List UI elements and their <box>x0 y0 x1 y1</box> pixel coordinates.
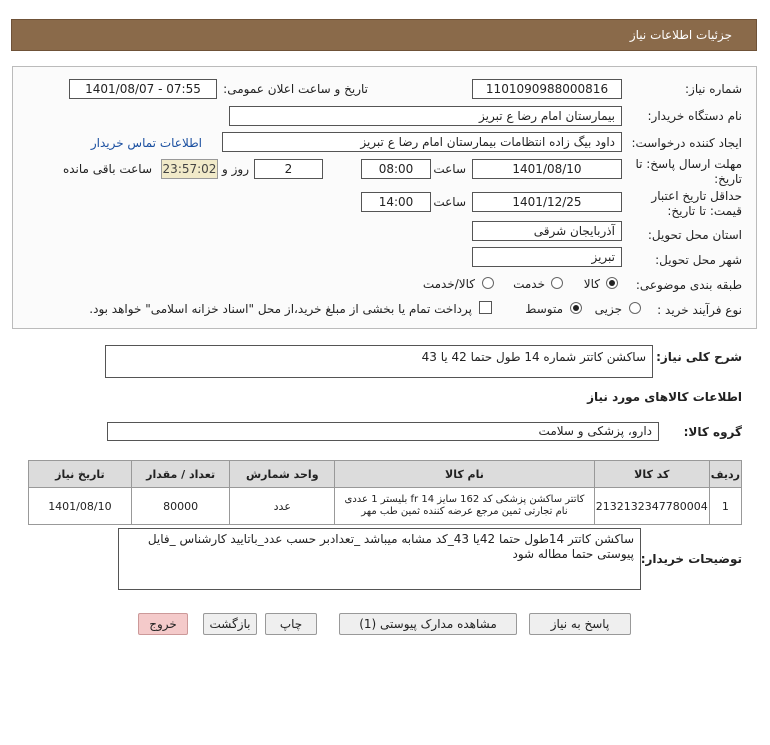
remaining-time-label: ساعت باقی مانده <box>62 162 152 176</box>
page-title: جزئیات اطلاعات نیاز <box>629 28 732 42</box>
category-label: طبقه بندی موضوعی: <box>635 278 742 292</box>
city-field: تبریز <box>472 247 622 267</box>
process-option-minor: جزیی <box>594 302 622 316</box>
process-radio-minor[interactable] <box>629 302 641 314</box>
back-button[interactable]: بازگشت <box>203 613 257 635</box>
buyer-label: نام دستگاه خریدار: <box>647 109 742 123</box>
announce-label: تاریخ و ساعت اعلان عمومی: <box>223 82 368 96</box>
validity-time-label: ساعت <box>433 195 466 209</box>
cell-date: 1401/08/10 <box>29 488 132 525</box>
need-number-label: شماره نیاز: <box>685 82 742 96</box>
deadline-time-field: 08:00 <box>361 159 431 179</box>
print-button[interactable]: چاپ <box>265 613 317 635</box>
description-label: شرح کلی نیاز: <box>656 350 742 364</box>
validity-time-field: 14:00 <box>361 192 431 212</box>
buyer-field: بیمارستان امام رضا ع تبریز <box>229 106 622 126</box>
buyer-contact-link[interactable]: اطلاعات تماس خریدار <box>90 136 202 150</box>
remaining-time-field: 23:57:02 <box>161 159 218 179</box>
deadline-label: مهلت ارسال پاسخ: تا <box>635 157 742 171</box>
exit-button[interactable]: خروج <box>138 613 188 635</box>
validity-label: حداقل تاریخ اعتبار <box>651 189 742 203</box>
goods-table <box>28 460 742 525</box>
column-header-name: نام کالا <box>335 461 595 488</box>
process-label: نوع فرآیند خرید : <box>657 303 742 317</box>
column-header-code: کد کالا <box>594 461 709 488</box>
days-label: روز و <box>222 162 249 176</box>
deadline-label-date: تاریخ: <box>714 172 742 186</box>
category-option-goods-service: کالا/خدمت <box>422 277 475 291</box>
buyer-notes-label: توضیحات خریدار: <box>640 552 742 566</box>
creator-label: ایجاد کننده درخواست: <box>631 136 742 150</box>
column-header-qty: تعداد / مقدار <box>131 461 230 488</box>
need-number-field: 1101090988000816 <box>472 79 622 99</box>
process-option-medium: متوسط <box>525 302 563 316</box>
category-option-goods: کالا <box>583 277 600 291</box>
announce-datetime-field: 1401/08/07 - 07:55 <box>69 79 217 99</box>
deadline-time-label: ساعت <box>433 162 466 176</box>
goods-table-header <box>29 461 742 488</box>
goods-section-title: اطلاعات کالاهای مورد نیاز <box>587 390 742 404</box>
province-field: آذربایجان شرقی <box>472 221 622 241</box>
province-label: استان محل تحویل: <box>647 228 742 242</box>
days-remaining-field: 2 <box>254 159 323 179</box>
column-header-date: تاریخ نیاز <box>29 461 132 488</box>
creator-field: داود بیگ زاده انتظامات بیمارستان امام رضا ع تبریز <box>222 132 622 152</box>
column-header-index: ردیف <box>709 461 741 488</box>
view-attachments-button[interactable]: مشاهده مدارک پیوستی (1) <box>339 613 517 635</box>
category-radio-goods-service[interactable] <box>482 277 494 289</box>
cell-qty: 80000 <box>131 488 230 525</box>
deadline-date-field: 1401/08/10 <box>472 159 622 179</box>
category-radio-goods[interactable] <box>606 277 618 289</box>
treasury-payment-checkbox[interactable] <box>479 301 492 314</box>
page-header <box>11 19 757 51</box>
cell-unit: عدد <box>230 488 335 525</box>
cell-index: 1 <box>709 488 741 525</box>
validity-date-field: 1401/12/25 <box>472 192 622 212</box>
description-field: ساکشن کاتتر شماره 14 طول حتما 42 یا 43 <box>105 345 653 378</box>
cell-name: کاتتر ساکشن پزشکی کد 162 سایز 14 fr بلیستر 1 عددی نام تجارتی ثمین مرجع عرضه کننده ثمین طب مهر <box>335 488 595 525</box>
table-row <box>29 488 742 525</box>
city-label: شهر محل تحویل: <box>655 253 742 267</box>
cell-code: 2132132347780004 <box>594 488 709 525</box>
goods-group-label: گروه کالا: <box>683 425 742 439</box>
reply-button[interactable]: پاسخ به نیاز <box>529 613 631 635</box>
goods-group-field: دارو، پزشکی و سلامت <box>107 422 659 441</box>
category-option-service: خدمت <box>513 277 545 291</box>
category-radio-service[interactable] <box>551 277 563 289</box>
process-radio-medium[interactable] <box>570 302 582 314</box>
column-header-unit: واحد شمارش <box>230 461 335 488</box>
treasury-payment-note: پرداخت تمام یا بخشی از مبلغ خرید،از محل "اسناد خزانه اسلامی" خواهد بود. <box>89 302 472 316</box>
buyer-notes-field: ساکشن کاتتر 14طول حتما 42یا 43_کد مشابه میباشد _تعدادبر حسب عدد_باتایید کارشناس _فایل پیوستی حتما مطاله شود <box>118 528 641 590</box>
validity-label-date: قیمت: تا تاریخ: <box>667 204 742 218</box>
